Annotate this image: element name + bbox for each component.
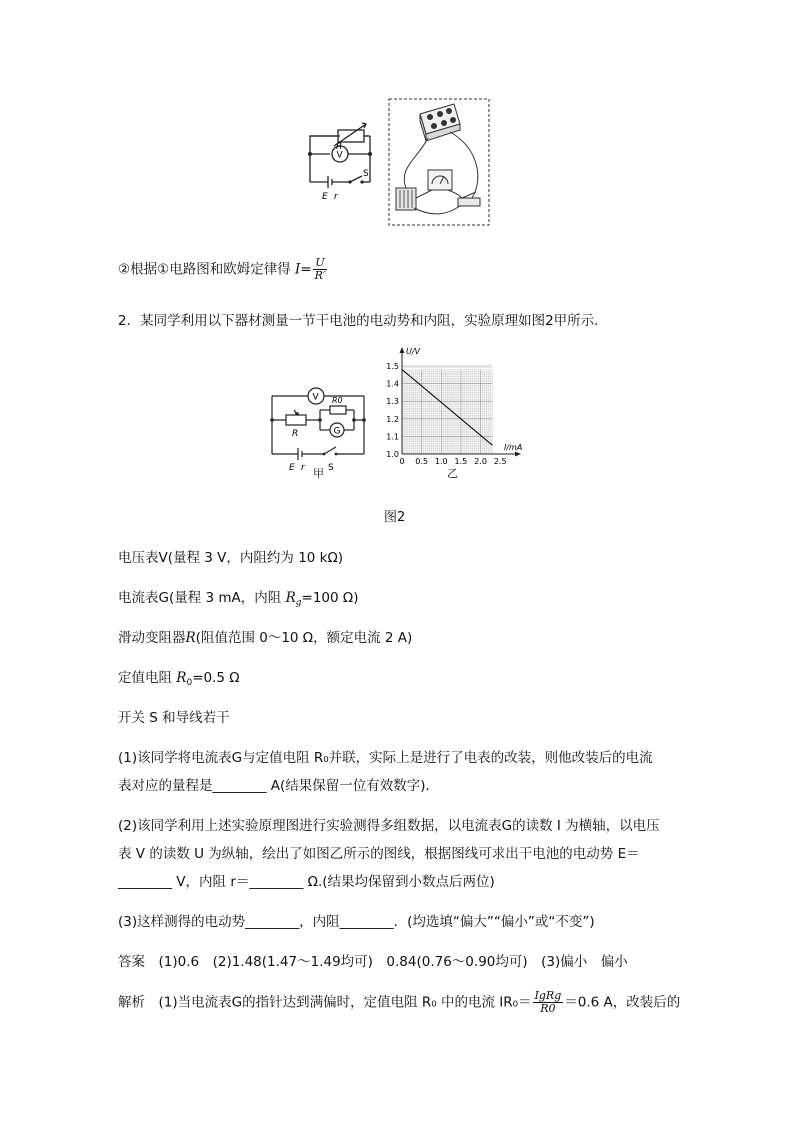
galvanometer-text-a: 电流表G(量程 3 mA，内阻 — [118, 590, 282, 606]
question-2-2-line-3: ________ V，内阻 r＝________ Ω.(结果均保留到小数点后两位) — [118, 874, 495, 890]
analysis-prefix: 解析 (1)当电流表G的指针达到满偏时，定值电阻 R₀ 中的电流 IR₀＝ — [118, 994, 532, 1011]
chart-x-axis-label: I/mA — [504, 443, 523, 452]
fig2-label-r: r — [301, 463, 305, 473]
chart-x-tick-label: 2.0 — [474, 457, 487, 466]
question-2-2-line-1: (2)该同学利用上述实验原理图进行实验测得多组数据，以电流表G的读数 I 为横轴，以电压 — [118, 818, 660, 834]
rheostat-text-a: 滑动变阻器 — [118, 630, 186, 646]
fig2-label-E: E — [289, 463, 295, 473]
chart-y-tick-label: 1.0 — [386, 450, 399, 459]
rheostat-text-b: (阻值范围 0～10 Ω，额定电流 2 A) — [195, 630, 413, 646]
figure-2-caption: 图2 — [384, 510, 406, 525]
fig2-label-S: S — [328, 463, 334, 473]
question-2-2-line-2: 表 V 的读数 U 为纵轴，绘出了如图乙所示的图线，根据图线可求出干电池的电动势 E＝ — [118, 846, 640, 862]
equipment-rheostat — [118, 626, 412, 646]
chart-x-tick-label: 2.5 — [493, 457, 507, 466]
analysis-line — [118, 990, 680, 1015]
ohms-law-var-I: I — [295, 261, 301, 278]
chart-y-tick-label: 1.1 — [386, 432, 399, 442]
fixed-resistor-subscript: 0 — [186, 678, 193, 688]
fig2-label-G: G — [333, 426, 341, 437]
analysis-suffix: ＝0.6 A，改装后的 — [564, 994, 681, 1011]
analysis-numerator: IgRg — [534, 989, 562, 1002]
answer-line: 答案 (1)0.6 (2)1.48(1.47～1.49均可) 0.84(0.76～0.90均可) (3)偏小 偏小 — [118, 954, 628, 970]
analysis-fraction — [533, 990, 564, 1015]
chart-y-tick-label: 1.2 — [386, 414, 399, 424]
fig1-label-S: S — [363, 169, 369, 179]
chart-y-tick-label: 1.5 — [386, 362, 399, 371]
question-2-intro: 2．某同学利用以下器材测量一节干电池的电动势和内阻，实验原理如图2甲所示． — [118, 313, 608, 329]
fig1-label-E: E — [322, 192, 328, 202]
fixed-resistor-text-a: 定值电阻 — [118, 670, 177, 686]
question-2-3-line-1: (3)这样测得的电动势________，内阻________．(均选填“偏大”“偏小”或“不变”) — [118, 914, 595, 930]
figure-1-apparatus-photo — [388, 98, 490, 226]
figure-2-sub-caption-yi: 乙 — [447, 467, 458, 480]
chart-x-tick-label: 1.0 — [434, 457, 448, 466]
figure-2-sub-caption-jia: 甲 — [313, 467, 324, 480]
fig1-label-R: R — [336, 142, 343, 152]
question-2-1-line-2: 表对应的量程是________ A(结果保留一位有效数字)． — [118, 778, 440, 794]
galvanometer-symbol: R — [285, 590, 296, 606]
equipment-galvanometer — [118, 586, 358, 608]
equipment-fixed-resistor — [118, 666, 240, 688]
ohms-law-fraction — [313, 257, 328, 282]
chart-y-axis-arrow — [400, 347, 405, 353]
equipment-voltmeter: 电压表V(量程 3 V，内阻约为 10 kΩ) — [118, 550, 344, 566]
ohms-law-numerator: U — [313, 257, 328, 270]
ohms-law-statement — [118, 257, 328, 282]
ohms-law-denominator: R′ — [314, 269, 326, 282]
question-2-1-line-1: (1)该同学将电流表G与定值电阻 R₀并联，实际上是进行了电表的改装，则他改装后的电流 — [118, 750, 653, 766]
chart-x-tick-label: 0 — [399, 457, 405, 466]
chart-x-tick-label: 1.5 — [454, 457, 468, 466]
fig1-label-V: V — [336, 150, 343, 161]
ohms-law-prefix: ②根据①电路图和欧姆定律得 — [118, 261, 291, 278]
galvanometer-text-b: =100 Ω) — [301, 590, 359, 606]
fig2-label-R0: R0 — [332, 396, 343, 405]
chart-y-tick-label: 1.4 — [386, 379, 399, 389]
chart-x-tick-label: 0.5 — [415, 457, 429, 466]
rheostat-symbol: R — [185, 630, 196, 646]
chart-y-axis-label: U/V — [406, 347, 421, 356]
chart-x-axis-arrow — [515, 452, 521, 457]
fig2-label-R: R — [292, 429, 299, 439]
ohms-law-eq: = — [300, 261, 312, 278]
equipment-switch: 开关 S 和导线若干 — [118, 710, 230, 726]
fixed-resistor-text-b: =0.5 Ω — [192, 670, 240, 686]
fig1-label-r: r — [334, 192, 338, 202]
figure-2-chart — [380, 344, 530, 476]
fig2-label-V: V — [312, 392, 319, 403]
chart-y-tick-label: 1.3 — [386, 397, 399, 407]
galvanometer-subscript: g — [295, 598, 302, 608]
analysis-denominator: R0 — [540, 1002, 556, 1015]
fixed-resistor-symbol: R — [176, 670, 187, 686]
